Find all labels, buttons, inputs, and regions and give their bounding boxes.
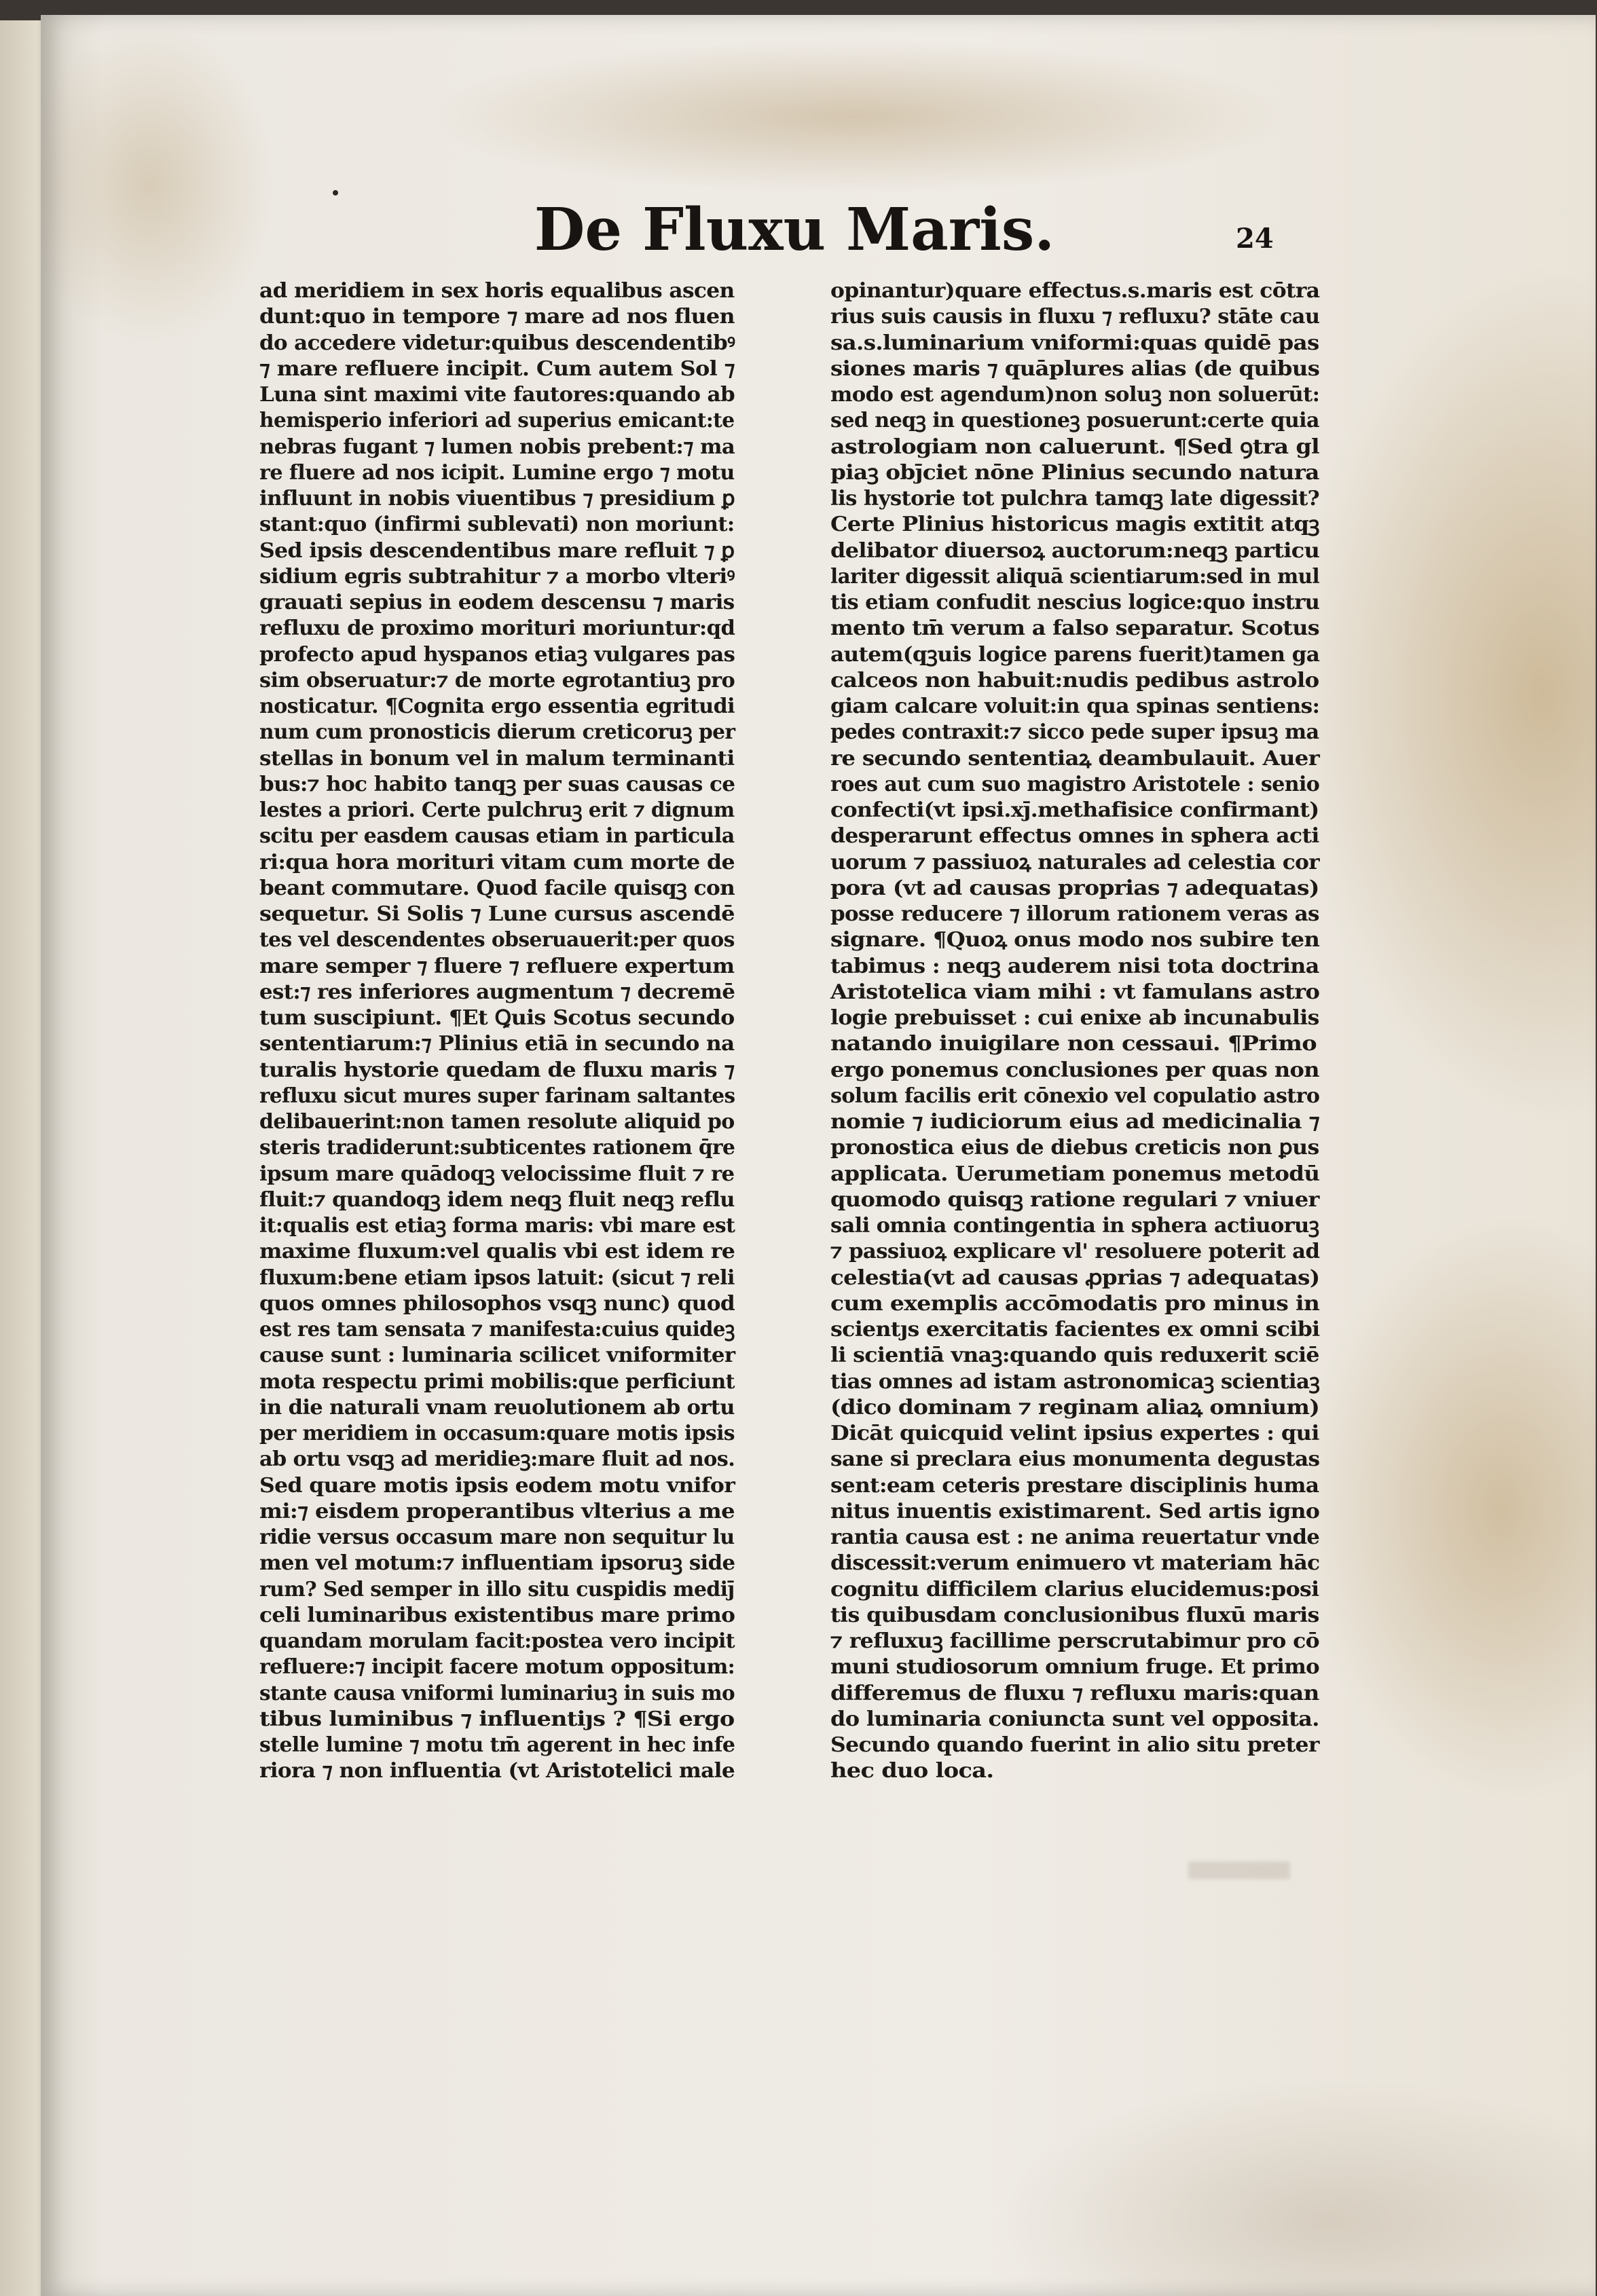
text-line: lis hystorie tot pulchra tamqꝫ late digessit? <box>830 487 1320 511</box>
text-line: tabimus : neqꝫ auderem nisi tota doctrina <box>830 954 1319 978</box>
ink-smudge <box>1188 1862 1290 1879</box>
text-line: sent:eam ceteris prestare disciplinis huma <box>830 1473 1319 1498</box>
text-line: quomodo quisqꝫ ratione regulari ⁊ vniuer <box>830 1187 1319 1212</box>
text-line: turalis hystorie quedam de fluxu maris ⁊ <box>259 1058 735 1082</box>
text-line: lariter digessit aliquā scientiarum:sed in mul <box>830 564 1320 589</box>
text-line: mi:⁊ eisdem properantibus vlterius a me <box>259 1499 735 1523</box>
text-line: tes vel descendentes obseruauerit:per quos <box>259 928 735 952</box>
book-page <box>41 15 1596 2296</box>
text-line: solum facilis erit cōnexio vel copulatio astro <box>830 1084 1320 1108</box>
text-line: in die naturali vnam reuolutionem ab ortu <box>259 1395 735 1420</box>
text-line: cause sunt : luminaria scilicet vniformiter <box>259 1344 735 1368</box>
text-line: profecto apud hyspanos etiaꝫ vulgares pas <box>259 642 735 667</box>
text-line: quos omnes philosophos vsqꝫ nunc) quod <box>259 1291 735 1316</box>
text-line: scientȷs exercitatis facientes ex omni scibi <box>830 1318 1320 1341</box>
text-line: tias omnes ad istam astronomicaꝫ scientiaꝫ <box>830 1369 1320 1394</box>
text-line: roes aut cum suo magistro Aristotele : senio <box>830 772 1320 796</box>
text-line: ipsum mare quādoqꝫ velocissime fluit ⁊ re <box>259 1162 735 1186</box>
text-line: hemisperio inferiori ad superius emicant:te <box>259 409 735 433</box>
text-line: rum? Sed semper in illo situ cuspidis mediȷ̄ <box>259 1577 735 1601</box>
text-line: rantia causa est : ne anima reuertatur vnde <box>830 1525 1320 1549</box>
text-line: giam calcare voluit:in qua spinas sentiens: <box>830 695 1320 718</box>
text-line: calceos non habuit:nudis pedibus astrolo <box>830 668 1319 692</box>
text-line: ergo ponemus conclusiones per quas non <box>830 1058 1319 1082</box>
text-column-left <box>259 278 735 1785</box>
text-line: re fluere ad nos icipit. Lumine ergo ⁊ motu <box>259 460 735 485</box>
text-line: siones maris ⁊ quāplures alias (de quibus <box>830 356 1320 381</box>
text-line: riora ⁊ non influentia (vt Aristotelici male <box>259 1759 735 1783</box>
text-line: Dicāt quicquid velint ipsius expertes : qui <box>830 1422 1319 1445</box>
text-line: ad meridiem in sex horis equalibus ascen <box>259 279 735 303</box>
text-line: Luna sint maximi vite fautores:quando ab <box>259 383 735 407</box>
text-line: tum suscipiunt. ¶Et Ꝗuis Scotus secundo <box>259 1006 735 1030</box>
text-line: rius suis causis in fluxu ⁊ refluxu? stāte cau <box>830 305 1320 329</box>
text-line: delibator diuersoꝝ auctorum:neqꝫ particu <box>830 538 1320 563</box>
ink-dot <box>333 190 338 196</box>
text-line: ⁊ refluxuꝫ facillime perscrutabimur pro cō <box>830 1629 1319 1653</box>
text-line: sententiarum:⁊ Plinius etiā in secundo na <box>259 1032 735 1056</box>
text-line: tis quibusdam conclusionibus fluxū maris <box>830 1603 1319 1627</box>
text-line: est res tam sensata ⁊ manifesta:cuius quideꝫ <box>259 1318 735 1341</box>
text-line: stelle lumine ⁊ motu tm̄ agerent in hec infe <box>259 1733 735 1757</box>
text-line: lestes a priori. Certe pulchruꝫ erit ⁊ dignum <box>259 798 735 822</box>
text-line: steris tradiderunt:subticentes rationem q̄re <box>259 1136 735 1160</box>
text-line: celi luminaribus existentibus mare primo <box>259 1603 735 1627</box>
text-line: differemus de fluxu ⁊ refluxu maris:quan <box>830 1681 1319 1705</box>
text-line: refluxu de proximo morituri moriuntur:qd <box>259 616 735 641</box>
text-line: refluere:⁊ incipit facere motum oppositum: <box>259 1655 735 1680</box>
text-line: Certe Plinius historicus magis extitit atqꝫ <box>830 513 1319 537</box>
text-line: tibus luminibus ⁊ influentiȷs ? ¶Si ergo <box>259 1707 735 1731</box>
text-line: li scientiā vnaꝫ:quando quis reduxerit sciē <box>830 1344 1319 1368</box>
text-line: nebras fugant ⁊ lumen nobis prebent:⁊ ma <box>259 434 735 459</box>
text-line: pora (vt ad causas proprias ⁊ adequatas) <box>830 876 1319 900</box>
text-line: sequetur. Si Solis ⁊ Lune cursus ascendē <box>259 902 735 926</box>
text-line: mare semper ⁊ fluere ⁊ refluere expertum <box>259 954 735 978</box>
text-line: applicata. Uerumetiam ponemus metodū <box>830 1162 1320 1186</box>
text-line: signare. ¶Quoꝝ onus modo nos subire ten <box>830 928 1320 952</box>
text-line: posse reducere ⁊ illorum rationem veras as <box>830 902 1319 926</box>
text-line: num cum pronosticis dierum creticoruꝫ per <box>259 720 735 745</box>
text-line: stellas in bonum vel in malum terminanti <box>259 746 735 771</box>
text-line: maxime fluxum:vel qualis vbi est idem re <box>259 1240 735 1264</box>
text-line: beant commutare. Quod facile quisqꝫ con <box>259 876 735 900</box>
text-line: re secundo sententiaꝝ deambulauit. Auer <box>830 746 1320 771</box>
text-line: nitus inuentis existimarent. Sed artis igno <box>830 1499 1320 1523</box>
text-line: ri:qua hora morituri vitam cum morte de <box>259 850 735 874</box>
text-line: celestia(vt ad causas ꝓprias ⁊ adequatas) <box>830 1265 1320 1290</box>
text-line: hec duo loca. <box>830 1759 994 1783</box>
text-line: stante causa vniformi luminariuꝫ in suis mo <box>259 1681 735 1705</box>
text-line: delibauerint:non tamen resolute aliquid po <box>259 1110 735 1134</box>
text-line: grauati sepius in eodem descensu ⁊ maris <box>259 591 735 614</box>
running-title: De Fluxu Maris. <box>534 196 1055 264</box>
folio-number: 24 <box>1236 223 1274 255</box>
text-line: astrologiam non caluerunt. ¶Sed ꝯtra gl <box>830 434 1320 459</box>
text-line: fluxum:bene etiam ipsos latuit: (sicut ⁊ reli <box>259 1265 735 1290</box>
text-line: nomie ⁊ iudiciorum eius ad medicinalia ⁊ <box>830 1110 1320 1134</box>
text-line: ⁊ passiuoꝝ explicare vl' resoluere poterit ad <box>830 1240 1320 1264</box>
text-line: Sed quare motis ipsis eodem motu vnifor <box>259 1473 735 1498</box>
text-line: logie prebuisset : cui enixe ab incunabulis <box>830 1006 1319 1030</box>
text-line: it:qualis est etiaꝫ forma maris: vbi mare est <box>259 1214 735 1238</box>
text-line: dunt:quo in tempore ⁊ mare ad nos fluen <box>259 305 735 329</box>
text-line: nosticatur. ¶Cognita ergo essentia egritudi <box>259 695 735 718</box>
text-line: cum exemplis accōmodatis pro minus in <box>830 1291 1320 1316</box>
text-line: mota respectu primi mobilis:que perficiunt <box>259 1369 735 1394</box>
text-line: natando inuigilare non cessaui. ¶Primo <box>830 1032 1317 1056</box>
text-line: autem(qꝫuis logice parens fuerit)tamen ga <box>830 642 1320 667</box>
text-line: sa.s.luminarium vniformi:quas quidē pas <box>830 331 1319 355</box>
text-line: sane si preclara eius monumenta degustas <box>830 1447 1320 1472</box>
text-line: refluxu sicut mures super farinam saltantes <box>259 1084 735 1108</box>
text-line: per meridiem in occasum:quare motis ipsis <box>259 1422 735 1445</box>
text-line: stant:quo (infirmi sublevati) non moriunt: <box>259 513 735 537</box>
text-line: pronostica eius de diebus creticis non ꝑus <box>830 1136 1319 1160</box>
text-line: sed neqꝫ in questioneꝫ posuerunt:certe quia <box>830 409 1319 433</box>
text-line: sim obseruatur:⁊ de morte egrotantiuꝫ pro <box>259 668 735 692</box>
text-line: discessit:verum enimuero vt materiam hāc <box>830 1551 1320 1576</box>
text-column-right <box>830 278 1319 1785</box>
text-line: modo est agendum)non soluꝫ non soluerūt: <box>830 383 1320 407</box>
text-line: ab ortu vsqꝫ ad meridieꝫ:mare fluit ad nos. <box>259 1447 735 1472</box>
text-line: ⁊ mare refluere incipit. Cum autem Sol ⁊ <box>259 356 735 381</box>
text-line: do luminaria coniuncta sunt vel opposita. <box>830 1707 1319 1731</box>
text-line: desperarunt effectus omnes in sphera acti <box>830 824 1319 849</box>
text-line: cognitu difficilem clarius elucidemus:posi <box>830 1577 1319 1601</box>
text-line: mento tm̄ verum a falso separatur. Scotus <box>830 616 1320 641</box>
text-line: influunt in nobis viuentibus ⁊ presidium ꝑ <box>259 487 735 511</box>
text-line: ridie versus occasum mare non sequitur lu <box>259 1525 735 1549</box>
text-line: sali omnia contingentia in sphera actiuoruꝫ <box>830 1214 1319 1238</box>
text-line: piaꝫ obȷ̄ciet nōne Plinius secundo natura <box>830 460 1319 485</box>
text-line: sidium egris subtrahitur ⁊ a morbo vlteriꝰ <box>259 564 735 589</box>
text-line: scitu per easdem causas etiam in particula <box>259 824 735 849</box>
text-line: quandam morulam facit:postea vero incipit <box>259 1629 735 1653</box>
text-line: bus:⁊ hoc habito tanqꝫ per suas causas ce <box>259 772 735 796</box>
text-line: fluit:⁊ quandoqꝫ idem neqꝫ fluit neqꝫ reflu <box>259 1187 735 1212</box>
text-line: Secundo quando fuerint in alio situ preter <box>830 1733 1319 1757</box>
text-line: est:⁊ res inferiores augmentum ⁊ decremē <box>259 980 735 1004</box>
text-line: (dico dominam ⁊ reginam aliaꝝ omnium) <box>830 1395 1320 1420</box>
text-line: tis etiam confudit nescius logice:quo instru <box>830 591 1320 614</box>
text-line: do accedere videtur:quibus descendentibꝰ <box>259 331 735 355</box>
text-line: Aristotelica viam mihi : vt famulans astro <box>830 980 1320 1004</box>
text-line: Sed ipsis descendentibus mare refluit ⁊ ꝑ <box>259 538 735 563</box>
text-line: muni studiosorum omnium fruge. Et primo <box>830 1655 1319 1680</box>
text-line: uorum ⁊ passiuoꝝ naturales ad celestia cor <box>830 850 1320 874</box>
text-line: men vel motum:⁊ influentiam ipsoruꝫ side <box>259 1551 735 1576</box>
text-line: confecti(vt ipsi.xȷ̄.methafisice confirmant) <box>830 798 1319 822</box>
text-line: opinantur)quare effectus.s.maris est cōtra <box>830 279 1320 303</box>
text-line: pedes contraxit:⁊ sicco pede super ipsuꝫ ma <box>830 720 1319 745</box>
